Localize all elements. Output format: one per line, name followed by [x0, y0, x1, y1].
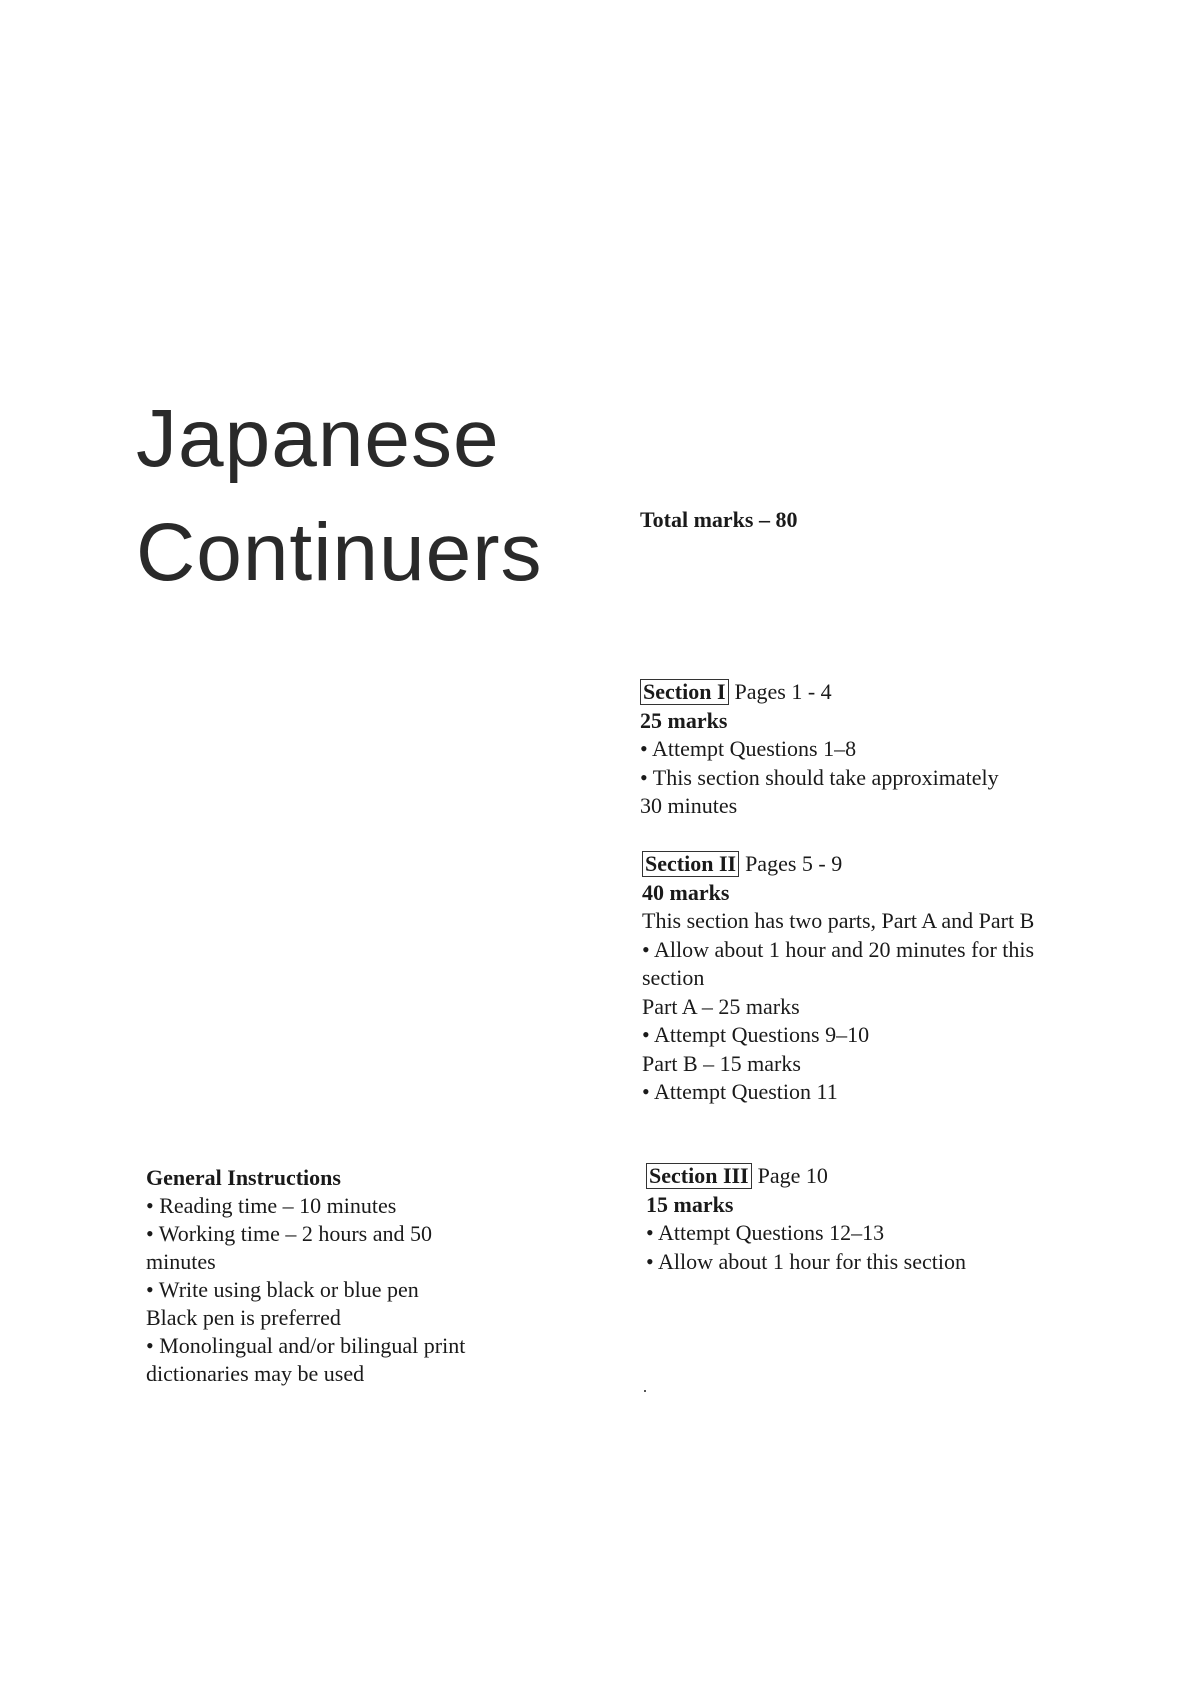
section-1-header: [640, 678, 1060, 707]
document-title: [136, 382, 543, 610]
instruction-item: • Working time – 2 hours and 50 minutes: [146, 1221, 432, 1274]
general-instructions-heading: General Instructions: [146, 1165, 341, 1190]
section-3-label: Section III: [646, 1163, 752, 1189]
title-line-2: Continuers: [136, 507, 543, 598]
section-2-line: • Attempt Question 11: [642, 1079, 838, 1104]
instruction-item: • Reading time – 10 minutes: [146, 1193, 397, 1218]
section-3-header: [646, 1162, 1066, 1191]
scan-speck: [644, 1390, 646, 1392]
section-1-label: Section I: [640, 679, 729, 705]
section-1-marks: 25 marks: [640, 707, 728, 733]
section-2-marks: 40 marks: [642, 879, 730, 905]
section-3-pages: Page 10: [757, 1163, 828, 1188]
section-3-marks: 15 marks: [646, 1191, 734, 1217]
section-2: [642, 850, 1062, 1107]
title-line-1: Japanese: [136, 393, 500, 484]
section-2-header: [642, 850, 1062, 879]
total-marks: Total marks – 80: [640, 507, 798, 532]
instruction-item: • Write using black or blue pen Black pen is preferred: [146, 1277, 419, 1330]
section-1: [640, 678, 1060, 821]
section-2-line: Part A – 25 marks: [642, 993, 800, 1019]
general-instructions: [146, 1164, 476, 1388]
section-1-line: • This section should take approximately 30 minutes: [640, 764, 999, 818]
section-2-pages: Pages 5 - 9: [745, 851, 843, 876]
section-1-pages: Pages 1 - 4: [734, 679, 832, 704]
section-2-label: Section II: [642, 851, 739, 877]
section-1-line: • Attempt Questions 1–8: [640, 736, 857, 761]
section-3-line: • Allow about 1 hour for this section: [646, 1248, 966, 1274]
section-2-line: Part B – 15 marks: [642, 1050, 801, 1076]
instruction-item: • Monolingual and/or bilingual print dictionaries may be used: [146, 1333, 466, 1386]
section-3: [646, 1162, 1066, 1276]
section-2-line: • Attempt Questions 9–10: [642, 1022, 870, 1047]
section-2-line: This section has two parts, Part A and Part B: [642, 908, 1035, 933]
section-3-line: • Attempt Questions 12–13: [646, 1220, 885, 1245]
section-2-line: • Allow about 1 hour and 20 minutes for this section: [642, 936, 1035, 990]
